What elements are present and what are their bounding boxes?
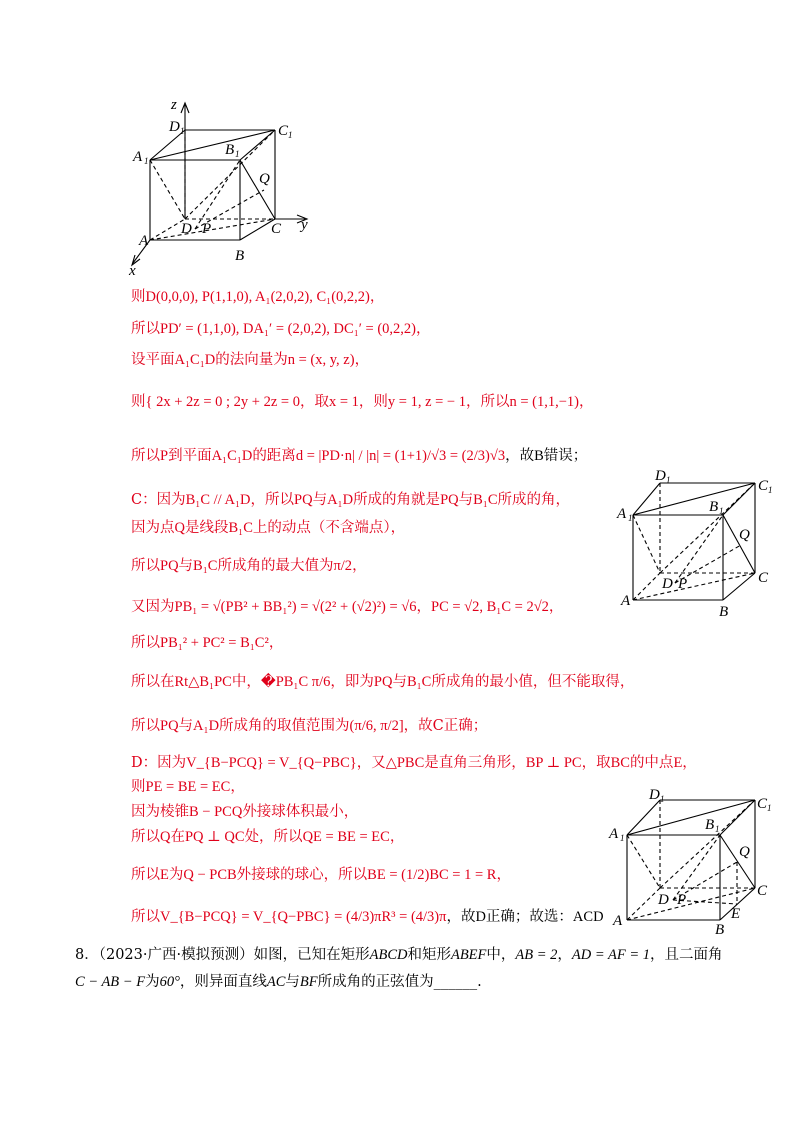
solution-line-2: 所以PD′ = (1,1,0), DA₁′ = (2,0,2), DC₁′ = (0,2,2)， [131, 321, 431, 337]
label-D: D [662, 576, 673, 592]
solution-line-6: C：因为B₁C // A₁D，所以PQ与A₁D所成的角就是PQ与B₁C所成的角， [131, 492, 571, 508]
label-B: B [715, 922, 725, 935]
label-B: B [235, 248, 245, 264]
label-A1-sub: 1 [144, 156, 149, 166]
label-C1: C [757, 796, 768, 812]
label-D: D [658, 892, 669, 908]
label-D1: D [655, 468, 666, 484]
label-A1-sub: 1 [620, 833, 625, 843]
label-E: E [731, 906, 741, 922]
label-D1-sub: 1 [180, 126, 185, 136]
label-C1-sub: 1 [767, 803, 772, 813]
solution-line-5: 所以P到平面A₁C₁D的距离d = |PD·n| / |n| = (1+1)/√3 = (2/3)√3，故B错误； [131, 448, 588, 464]
label-y: y [301, 217, 308, 233]
label-A: A [613, 913, 623, 929]
label-D1: D [649, 787, 660, 803]
solution-line-16: 所以Q在PQ ⊥ QC处，所以QE = BE = EC， [131, 829, 405, 845]
label-z: z [171, 97, 177, 113]
solution-line-3: 设平面A₁C₁D的法向量为n = (x, y, z)， [131, 352, 370, 368]
label-B1-sub: 1 [719, 506, 724, 516]
label-B: B [719, 604, 729, 620]
solution-line-18: 所以V_{B−PCQ} = V_{Q−PBC} = (4/3)πR³ = (4/3)π，故D正确；故选：ACD [131, 909, 604, 925]
label-C: C [758, 570, 769, 586]
solution-line-9: 又因为PB₁ = √(PB² + BB₁²) = √(2² + (√2)²) = √6，PC = √2, B₁C = 2√2， [131, 599, 564, 615]
label-A: A [621, 593, 631, 609]
label-D1-sub: 1 [660, 794, 665, 804]
solution-line-1: 则D(0,0,0), P(1,1,0), A₁(2,0,2), C₁(0,2,2)， [131, 289, 385, 305]
label-A1: A [617, 506, 627, 522]
label-D1: D [169, 119, 180, 135]
solution-line-8: 所以PQ与B₁C所成角的最大值为π/2， [131, 558, 367, 574]
solution-line-7: 因为点Q是线段B₁C上的动点（不含端点）， [131, 520, 406, 536]
solution-line-11: 所以在Rt△B₁PC中，�PB₁C π/6，即为PQ与B₁C所成角的最小值，但不能取得， [131, 674, 635, 690]
label-P: P [677, 892, 687, 908]
solution-line-13: D：因为V_{B−PCQ} = V_{Q−PBC}，又△PBC是直角三角形，BP ⊥ PC，取BC的中点E， [131, 755, 697, 771]
solution-line-12: 所以PQ与A₁D所成角的取值范围为(π/6, π/2]，故C正确； [131, 718, 488, 734]
solution-line-15: 因为棱锥B − PCQ外接球体积最小， [131, 804, 359, 820]
cube-figure-2 [615, 465, 795, 620]
label-C1-sub: 1 [768, 485, 773, 495]
label-A1-sub: 1 [628, 513, 633, 523]
label-C1: C [278, 123, 289, 139]
label-C1: C [758, 478, 769, 494]
label-C1-sub: 1 [288, 130, 293, 140]
cube-figure-axes [125, 95, 325, 280]
label-A1: A [133, 149, 143, 165]
label-B1: B [705, 817, 715, 833]
question-8-line-2: C − AB − F为60°，则异面直线AC与BF所成角的正弦值为______. [75, 974, 482, 990]
label-C: C [271, 221, 282, 237]
label-A1: A [609, 826, 619, 842]
label-P: P [678, 576, 688, 592]
label-Q: Q [739, 844, 750, 860]
label-D1-sub: 1 [666, 475, 671, 485]
label-x: x [129, 263, 136, 279]
label-Q: Q [739, 527, 750, 543]
label-B1: B [709, 499, 719, 515]
solution-line-4: 则{ 2x + 2z = 0 ; 2y + 2z = 0，取x = 1，则y = 1, z = − 1，所以n = (1,1,−1)， [131, 394, 594, 410]
solution-line-17: 所以E为Q − PCB外接球的球心，所以BE = (1/2)BC = 1 = R， [131, 867, 511, 883]
solution-line-14: 则PE = BE = EC， [131, 779, 245, 795]
label-Q: Q [259, 171, 270, 187]
label-D: D [181, 221, 192, 237]
label-A: A [139, 233, 149, 249]
label-B1-sub: 1 [715, 824, 720, 834]
question-8-line-1: 8．（2023·广西·模拟预测）如图，已知在矩形ABCD和矩形ABEF中，AB = 2，AD = AF = 1，且二面角 [75, 947, 723, 963]
label-B1: B [225, 142, 235, 158]
label-B1-sub: 1 [235, 149, 240, 159]
label-P: P [202, 221, 212, 237]
solution-line-10: 所以PB₁² + PC² = B₁C²， [131, 635, 284, 651]
cube-figure-3 [605, 780, 785, 935]
label-C: C [757, 883, 768, 899]
